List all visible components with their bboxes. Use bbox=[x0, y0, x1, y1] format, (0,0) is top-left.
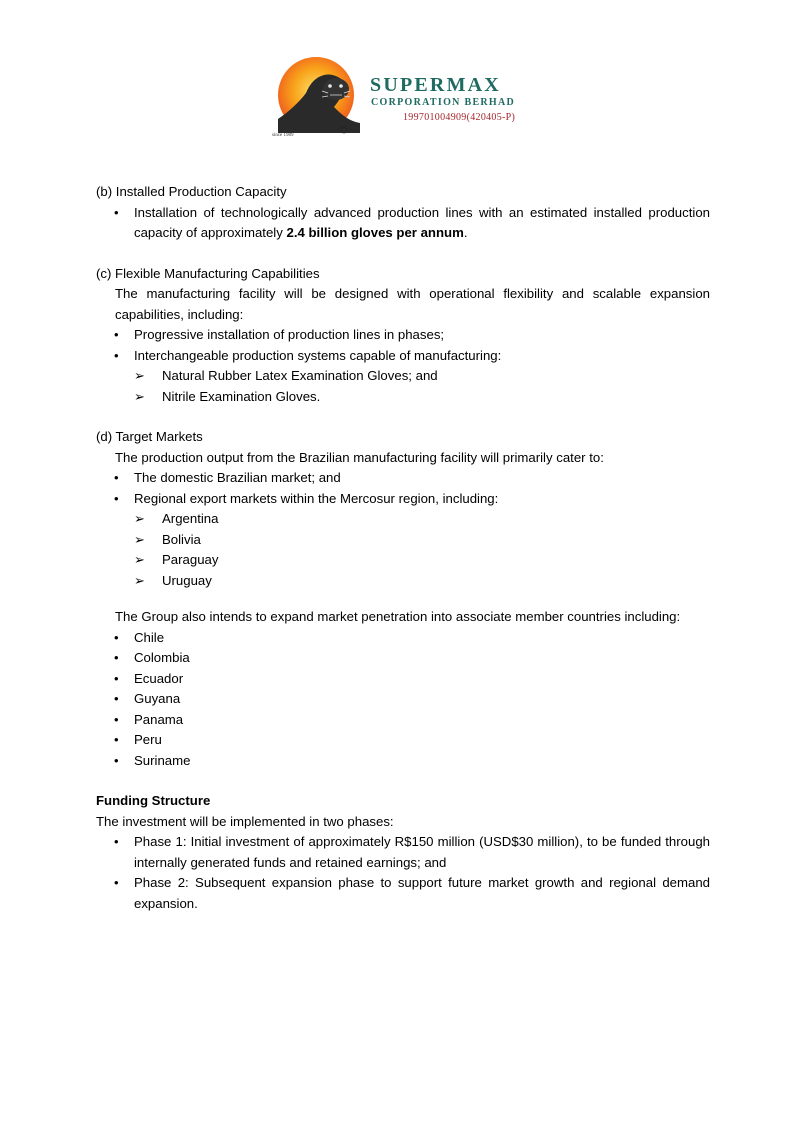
arrow-bullet-icon: ➢ bbox=[134, 368, 145, 383]
country-name: Chile bbox=[134, 629, 165, 645]
phase-text: Phase 1: Initial investment of approximately R$150 million (USD$30 million), to be funded through internally generated funds and retained earnings; and bbox=[134, 834, 710, 870]
company-subtitle: CORPORATION BERHAD bbox=[371, 97, 516, 108]
sub-list-item-text: Paraguay bbox=[162, 552, 219, 567]
section-b-bullet bbox=[114, 203, 710, 244]
list-item bbox=[114, 832, 710, 873]
bullet-icon: • bbox=[114, 834, 119, 849]
bullet-icon: • bbox=[114, 752, 119, 768]
sub-list-item-text: Argentina bbox=[162, 511, 219, 526]
list-item bbox=[114, 710, 710, 731]
arrow-bullet-icon: ➢ bbox=[134, 511, 145, 526]
country-name: Colombia bbox=[134, 650, 190, 665]
country-name: Panama bbox=[134, 711, 184, 727]
sub-list-item-text: Nitrile Examination Gloves. bbox=[162, 388, 321, 404]
bullet-icon: • bbox=[114, 650, 119, 665]
list-item bbox=[114, 468, 710, 489]
registration-number: 199701004909(420405-P) bbox=[403, 112, 516, 123]
arrow-bullet-icon: ➢ bbox=[134, 552, 145, 567]
phase-text: Phase 2: Subsequent expansion phase to support future market growth and regional demand expansion. bbox=[134, 875, 710, 911]
bullet-icon: • bbox=[114, 691, 119, 706]
bullet-icon: • bbox=[114, 629, 119, 645]
arrow-bullet-icon: ➢ bbox=[134, 572, 145, 588]
arrow-bullet-icon: ➢ bbox=[134, 531, 145, 547]
panther-sun-emblem-icon bbox=[270, 55, 370, 145]
list-item bbox=[114, 689, 710, 710]
list-item bbox=[114, 325, 710, 346]
sub-list-item bbox=[134, 387, 710, 408]
bullet-icon: • bbox=[114, 670, 119, 686]
capacity-figure: 2.4 billion gloves per annum bbox=[286, 225, 464, 240]
list-item bbox=[114, 873, 710, 914]
list-item bbox=[114, 346, 710, 367]
sub-list-item bbox=[134, 509, 710, 530]
bullet-icon: • bbox=[114, 875, 119, 890]
country-name: Peru bbox=[134, 732, 162, 747]
sub-list-item bbox=[134, 550, 710, 571]
sub-list-item bbox=[134, 571, 710, 592]
bullet-icon: • bbox=[114, 711, 119, 727]
arrow-bullet-icon: ➢ bbox=[134, 388, 145, 404]
section-d-heading: (d) Target Markets bbox=[96, 429, 203, 444]
list-item-text: Regional export markets within the Mercosur region, including: bbox=[134, 490, 499, 506]
list-item-text: Progressive installation of production lines in phases; bbox=[134, 327, 445, 342]
bullet-icon: • bbox=[114, 470, 119, 485]
sub-list-item-text: Natural Rubber Latex Examination Gloves; and bbox=[162, 368, 438, 383]
list-item bbox=[114, 669, 710, 690]
list-item bbox=[114, 751, 710, 772]
bullet-end: . bbox=[463, 225, 468, 240]
list-item bbox=[114, 489, 710, 510]
list-item bbox=[114, 628, 710, 649]
bullet-icon: • bbox=[114, 327, 119, 342]
bullet-icon: • bbox=[114, 490, 119, 506]
bullet-icon: • bbox=[114, 204, 119, 220]
supermax-logo bbox=[270, 55, 530, 145]
funding-intro: The investment will be implemented in two phases: bbox=[96, 813, 394, 829]
list-item-text: Interchangeable production systems capable of manufacturing: bbox=[134, 347, 502, 363]
list-item bbox=[114, 648, 710, 669]
list-item bbox=[114, 730, 710, 751]
sub-list-item-text: Bolivia bbox=[162, 531, 201, 547]
sub-list-item bbox=[134, 366, 710, 387]
company-name: SUPERMAX bbox=[370, 74, 501, 96]
since-label: since 1989 bbox=[272, 133, 294, 138]
document-body bbox=[96, 182, 710, 914]
list-item-text: The domestic Brazilian market; and bbox=[134, 470, 341, 485]
funding-heading: Funding Structure bbox=[96, 793, 211, 808]
bullet-icon: • bbox=[114, 732, 119, 747]
bullet-text: Installation of technologically advanced production lines with an estimated installed production capacity of approximately bbox=[134, 204, 710, 240]
bullet-icon: • bbox=[114, 347, 119, 363]
sub-list-item-text: Uruguay bbox=[162, 572, 212, 588]
country-name: Ecuador bbox=[134, 670, 184, 686]
section-c-heading: (c) Flexible Manufacturing Capabilities bbox=[96, 265, 320, 281]
section-b-heading: (b) Installed Production Capacity bbox=[96, 184, 287, 199]
sub-list-item bbox=[134, 530, 710, 551]
country-name: Suriname bbox=[134, 752, 191, 768]
country-name: Guyana bbox=[134, 691, 181, 706]
section-d-intro: The production output from the Brazilian manufacturing facility will primarily cater to: bbox=[115, 449, 604, 465]
section-c-intro: The manufacturing facility will be designed with operational flexibility and scalable expansion capabilities, including: bbox=[115, 286, 710, 322]
associate-intro: The Group also intends to expand market penetration into associate member countries including: bbox=[115, 609, 681, 624]
